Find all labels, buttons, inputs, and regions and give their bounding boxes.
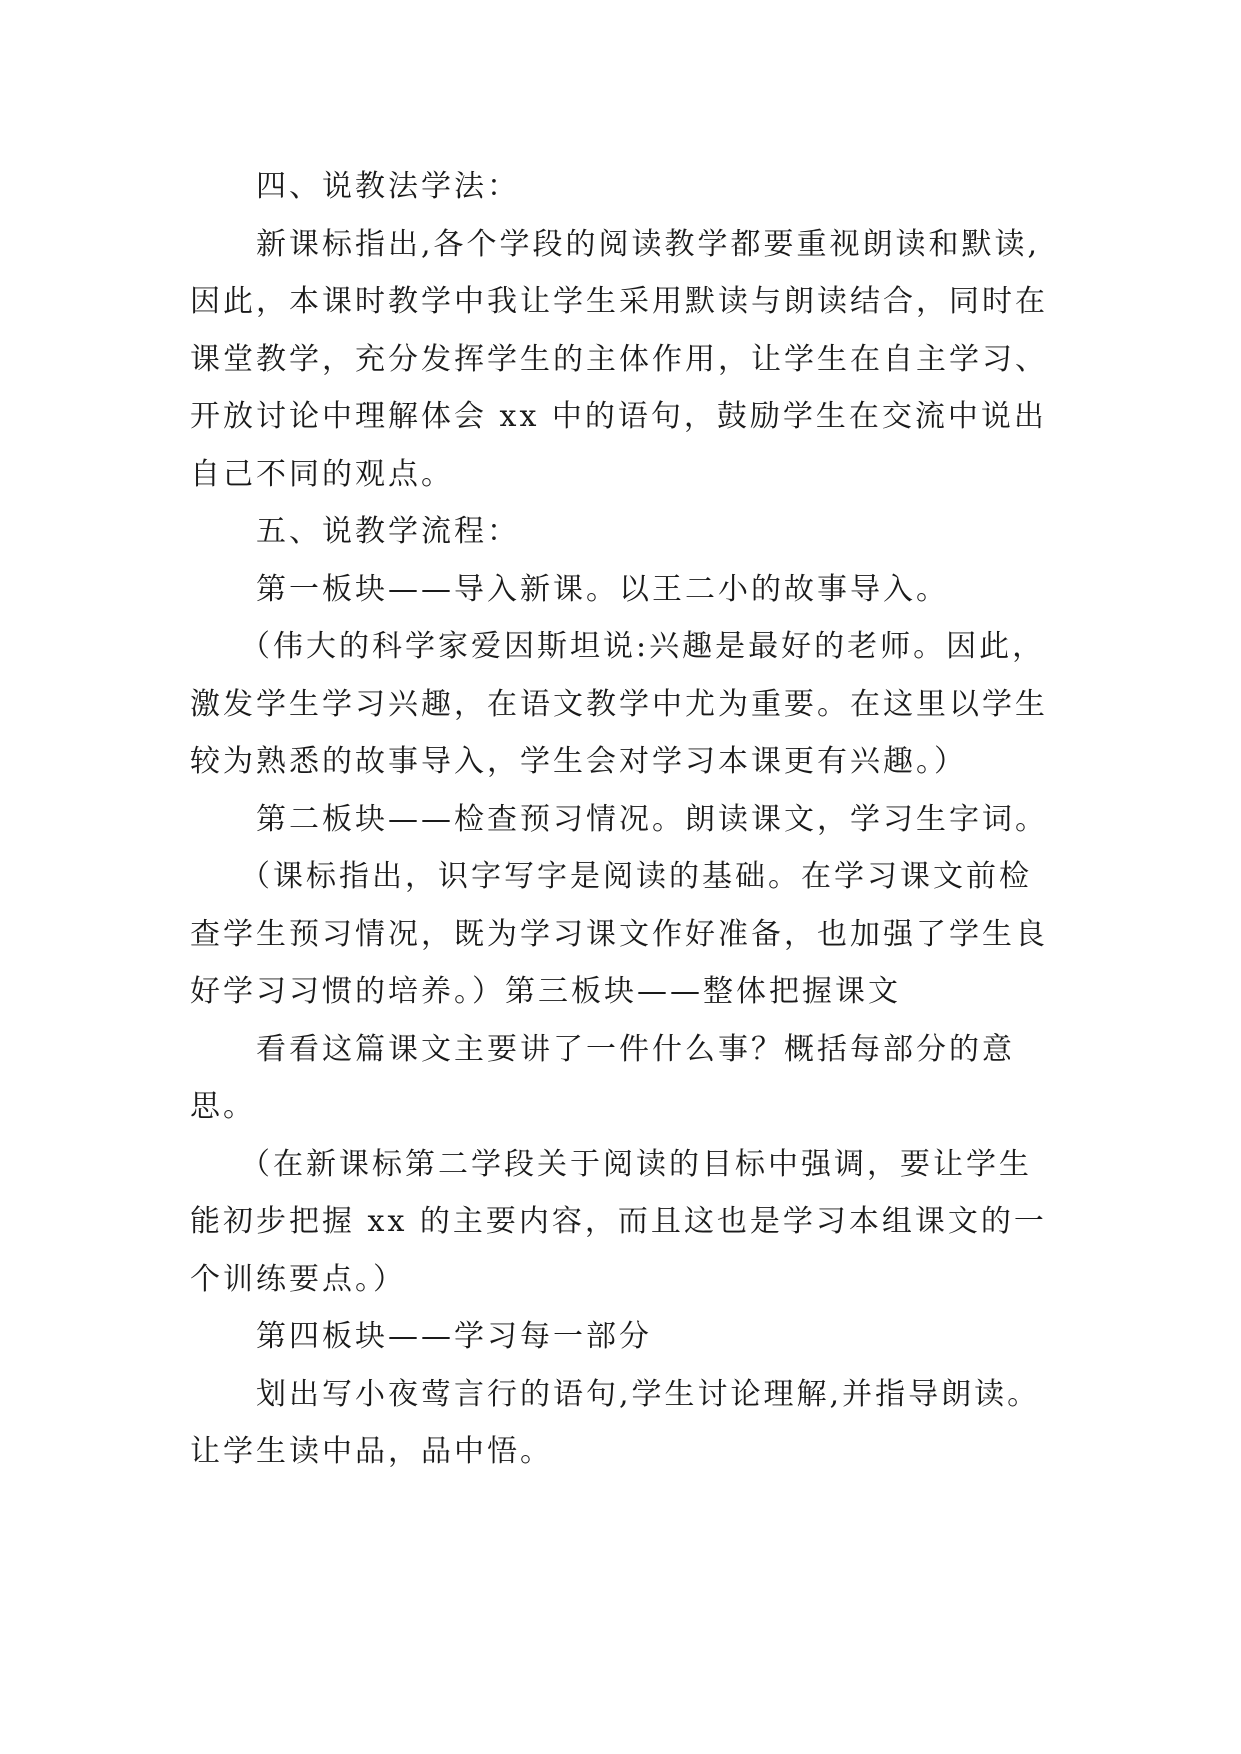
text-line: 新课标指出,各个学段的阅读教学都要重视朗读和默读,	[256, 226, 1041, 262]
text-line: 四、说教法学法：	[256, 169, 520, 204]
text-line: 开放讨论中理解体会 xx 中的语句，鼓励学生在交流中说出	[190, 399, 1047, 434]
text-line: 能初步把握 xx 的主要内容，而且这也是学习本组课文的一	[190, 1204, 1047, 1239]
text-line: 激发学生学习兴趣，在语文教学中尤为重要。在这里以学生	[190, 686, 1048, 722]
text-line: 个训练要点。）	[190, 1261, 406, 1297]
text-line: 让学生读中品，品中悟。	[190, 1434, 553, 1469]
text-line: （课标指出，识字写字是阅读的基础。在学习课文前检	[240, 859, 1032, 894]
text-line: 较为熟悉的故事导入，学生会对学习本课更有兴趣。）	[190, 744, 967, 779]
text-line: 五、说教学流程：	[256, 514, 520, 549]
text-line: 第四板块——学习每一部分	[256, 1319, 652, 1354]
text-line: 看看这篇课文主要讲了一件什么事？概括每部分的意	[256, 1031, 1015, 1067]
document-body	[190, 158, 1090, 1481]
text-line: 自己不同的观点。	[190, 456, 454, 492]
text-line: 因此，本课时教学中我让学生采用默读与朗读结合，同时在	[190, 284, 1048, 319]
text-line: 课堂教学，充分发挥学生的主体作用，让学生在自主学习、	[190, 341, 1048, 377]
text-line: 思。	[190, 1089, 256, 1124]
text-line: 第一板块——导入新课。以王二小的故事导入。	[256, 571, 949, 607]
text-line: （伟大的科学家爱因斯坦说:兴趣是最好的老师。因此，	[240, 629, 1046, 664]
text-line: 查学生预习情况，既为学习课文作好准备，也加强了学生良	[190, 916, 1048, 952]
text-line: 划出写小夜莺言行的语句,学生讨论理解,并指导朗读。	[256, 1376, 1041, 1412]
text-line: 好学习习惯的培养。）第三板块——整体把握课文	[190, 974, 901, 1009]
text-line: （在新课标第二学段关于阅读的目标中强调，要让学生	[240, 1146, 1032, 1182]
text-line: 第二板块——检查预习情况。朗读课文，学习生字词。	[256, 801, 1048, 837]
